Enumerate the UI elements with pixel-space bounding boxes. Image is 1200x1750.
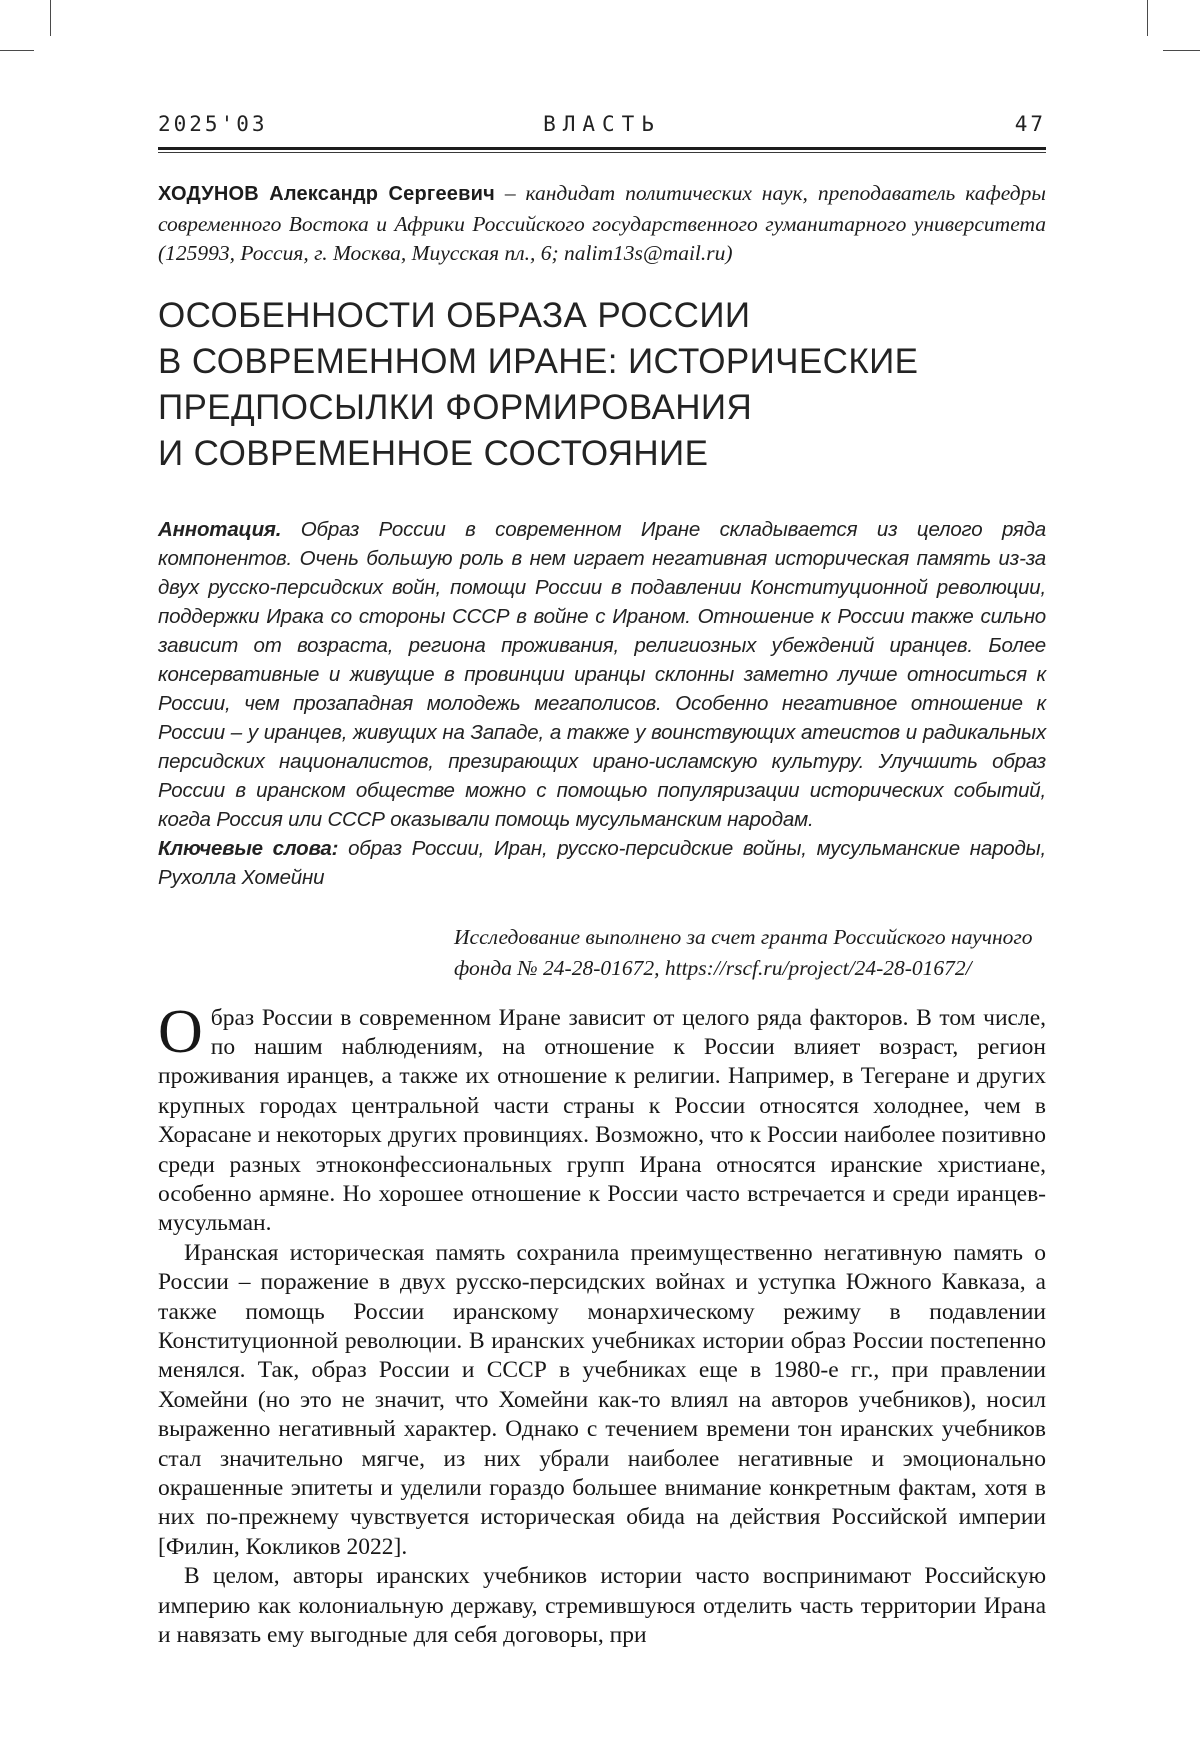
- page-content: [158, 0, 1046, 1650]
- body-paragraph-2: Иранская историческая память сохранила преимущественно негативную память о России – поражение в двух русско-персидских войнах и уступка Южного Кавказа, а также помощь России иранскому монархическому режиму в подавлении Конституционной революции. В иранских учебниках истории образ России постепенно менялся. Так, образ России и СССР в учебниках еще в 1980-е гг., при правлении Хомейни (но это не значит, что Хомейни как-то влиял на авторов учебников), носил выраженно негативный характер. Однако с течением времени тон иранских учебников стал значительно мягче, из них убрали наиболее негативные и эмоционально окрашенные эпитеты и уделили гораздо большее внимание конкретным фактам, хотя в них по-прежнему чувствуется историческая обида на действия Российской империи [Филин, Кокликов 2022].: [158, 1239, 1046, 1560]
- title-line-4: И СОВРЕМЕННОЕ СОСТОЯНИЕ: [158, 433, 709, 473]
- article-title: [158, 293, 1046, 477]
- crop-mark-top-left-horizontal: [0, 50, 34, 51]
- author-name: ХОДУНОВ Александр Сергеевич: [158, 183, 495, 205]
- page-number: 47: [1014, 112, 1046, 136]
- journal-title: ВЛАСТЬ: [543, 112, 661, 136]
- keywords-text: образ России, Иран, русско-персидские войны, мусульманские народы, Рухолла Хомейни: [158, 836, 1046, 889]
- article-body: [158, 997, 1046, 1651]
- funding-line-1: Исследование выполнено за счет гранта Российского научного: [454, 924, 1033, 949]
- keywords-block: [158, 834, 1046, 892]
- keywords-label: Ключевые слова:: [158, 836, 339, 860]
- body-paragraph-1: [158, 997, 1046, 1239]
- funding-note: [454, 922, 1046, 984]
- title-line-3: ПРЕДПОСЫЛКИ ФОРМИРОВАНИЯ: [158, 387, 753, 427]
- drop-cap: О: [158, 997, 203, 1066]
- author-affiliation: – кандидат политических наук, преподаватель кафедры современного Востока и Африки Российского государственного гуманитарного университета (125993, Россия, г. Москва, Миусская пл., 6; nalim13s@mail.ru): [158, 181, 1046, 265]
- crop-mark-top-right-vertical: [1147, 0, 1148, 36]
- header-rule: [158, 147, 1046, 153]
- abstract-text: Образ России в современном Иране складывается из целого ряда компонентов. Очень большую роль в нем играет негативная историческая память из-за двух русско-персидских войн, помощи России в подавлении Конституционной революции, поддержки Ирака со стороны СССР в войне с Ираном. Отношение к России также сильно зависит от возраста, региона проживания, религиозных убеждений иранцев. Более консервативные и живущие в провинции иранцы склонны заметно лучше относиться к России, чем прозападная молодежь мегаполисов. Особенно негативное отношение к России – у иранцев, живущих на Западе, а также у воинствующих атеистов и радикальных персидских националистов, презирающих ирано-исламскую культуру. Улучшить образ России в иранском обществе можно с помощью популяризации исторических событий, когда Россия или СССР оказывали помощь мусульманским народам.: [158, 517, 1046, 831]
- author-block: [158, 179, 1046, 269]
- title-line-1: ОСОБЕННОСТИ ОБРАЗА РОССИИ: [158, 295, 751, 335]
- issue-label: 2025'03: [158, 112, 268, 136]
- title-line-2: В СОВРЕМЕННОМ ИРАНЕ: ИСТОРИЧЕСКИЕ: [158, 341, 919, 381]
- body-paragraph-3: В целом, авторы иранских учебников истории часто воспринимают Российскую империю как колониальную державу, стремившуюся отделить часть территории Ирана и навязать ему выгодные для себя договоры, при: [158, 1563, 1046, 1649]
- abstract-block: [158, 515, 1046, 834]
- abstract-label: Аннотация.: [158, 517, 282, 541]
- crop-mark-top-left-vertical: [50, 0, 51, 36]
- crop-mark-top-right-horizontal: [1163, 50, 1200, 51]
- running-header: [158, 112, 1046, 136]
- funding-line-2: фонда № 24-28-01672, https://rscf.ru/project/24-28-01672/: [454, 955, 972, 980]
- paragraph-1-text: браз России в современном Иране зависит от целого ряда факторов. В том числе, по нашим наблюдениям, на отношение к России влияет возраст, регион проживания иранцев, а также их отношение к религии. Например, в Тегеране и других крупных городах центральной части страны к России относятся холоднее, чем в Хорасане и некоторых других провинциях. Возможно, что к России наиболее позитивно среди разных этноконфессиональных групп Ирана относятся иранские христиане, особенно армяне. Но хорошее отношение к России часто встречается и среди иранцев-мусульман.: [158, 1004, 1046, 1237]
